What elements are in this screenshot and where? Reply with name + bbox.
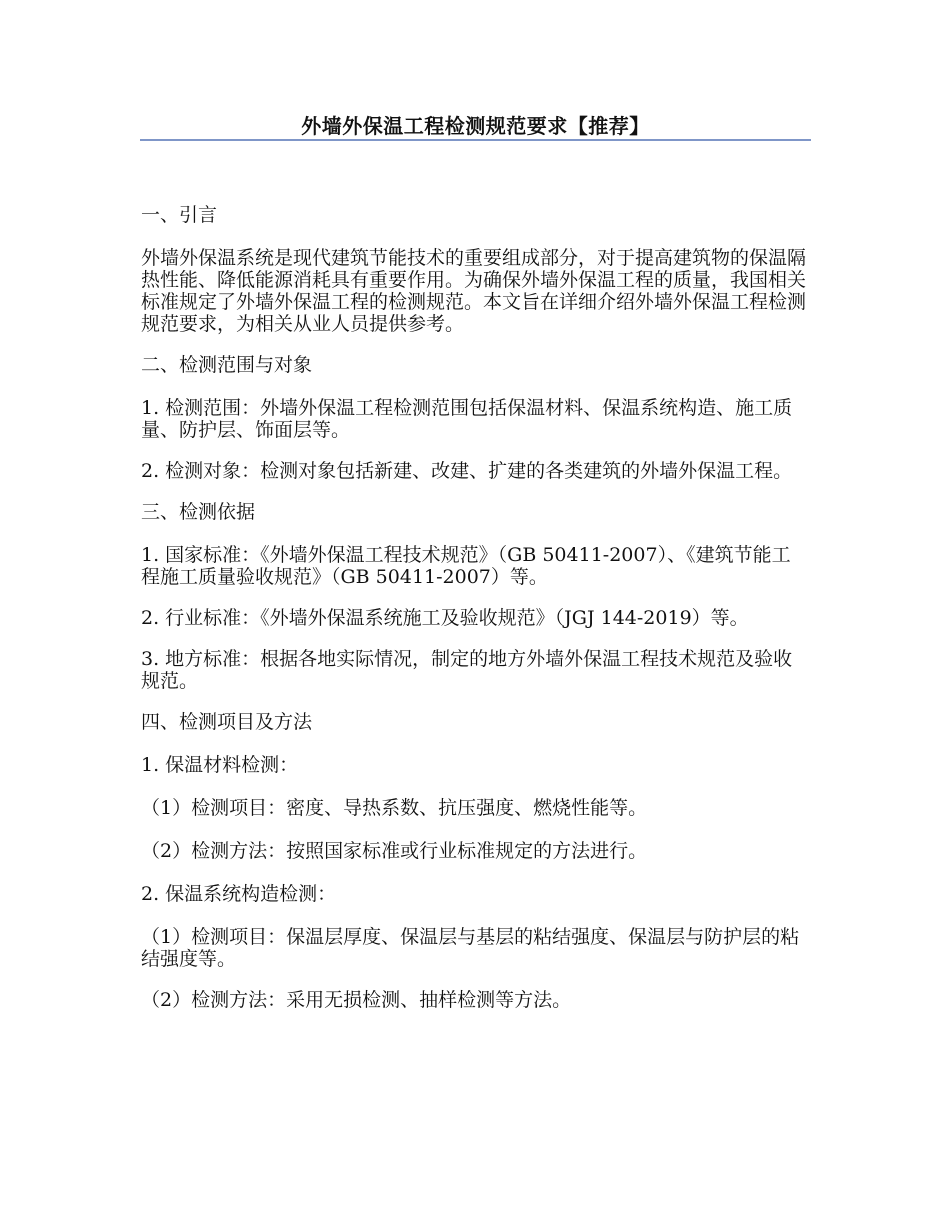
paragraph-national-standard: 1. 国家标准：《外墙外保温工程技术规范》（GB 50411-2007）、《建筑节能工程施工质量验收规范》（GB 50411-2007）等。 <box>141 544 791 588</box>
item-system-projects: （1）检测项目：保温层厚度、保温层与基层的粘结强度、保温层与防护层的粘结强度等。 <box>141 926 800 970</box>
item-material-methods: （2）检测方法：按照国家标准或行业标准规定的方法进行。 <box>141 840 648 862</box>
item-system-methods: （2）检测方法：采用无损检测、抽样检测等方法。 <box>141 989 572 1011</box>
item-material-heading: 1. 保温材料检测： <box>141 754 299 776</box>
paragraph-introduction: 外墙外保温系统是现代建筑节能技术的重要组成部分，对于提高建筑物的保温隔热性能、降低能源消耗具有重要作用。为确保外墙外保温工程的质量，我国相关标准规定了外墙外保温工程的检测规范。本文旨在详细介绍外墙外保温工程检测规范要求，为相关从业人员提供参考。 <box>141 247 807 335</box>
item-system-heading: 2. 保温系统构造检测： <box>141 883 337 905</box>
paragraph-local-standard: 3. 地方标准：根据各地实际情况，制定的地方外墙外保温工程技术规范及验收规范。 <box>141 648 793 692</box>
paragraph-object: 2. 检测对象：检测对象包括新建、改建、扩建的各类建筑的外墙外保温工程。 <box>141 460 793 482</box>
section-heading-basis: 三、检测依据 <box>141 501 256 523</box>
section-heading-items-methods: 四、检测项目及方法 <box>141 711 313 733</box>
document-body <box>141 204 807 1011</box>
document-title-container <box>140 112 811 140</box>
section-heading-introduction: 一、引言 <box>141 204 218 226</box>
item-material-projects: （1）检测项目：密度、导热系数、抗压强度、燃烧性能等。 <box>141 797 648 819</box>
paragraph-scope: 1. 检测范围：外墙外保温工程检测范围包括保温材料、保温系统构造、施工质量、防护层、饰面层等。 <box>141 397 793 441</box>
title-underline <box>140 139 811 141</box>
document-title: 外墙外保温工程检测规范要求【推荐】 <box>301 114 650 138</box>
paragraph-industry-standard: 2. 行业标准：《外墙外保温系统施工及验收规范》（JGJ 144-2019）等。 <box>141 607 749 629</box>
section-heading-scope: 二、检测范围与对象 <box>141 354 313 376</box>
